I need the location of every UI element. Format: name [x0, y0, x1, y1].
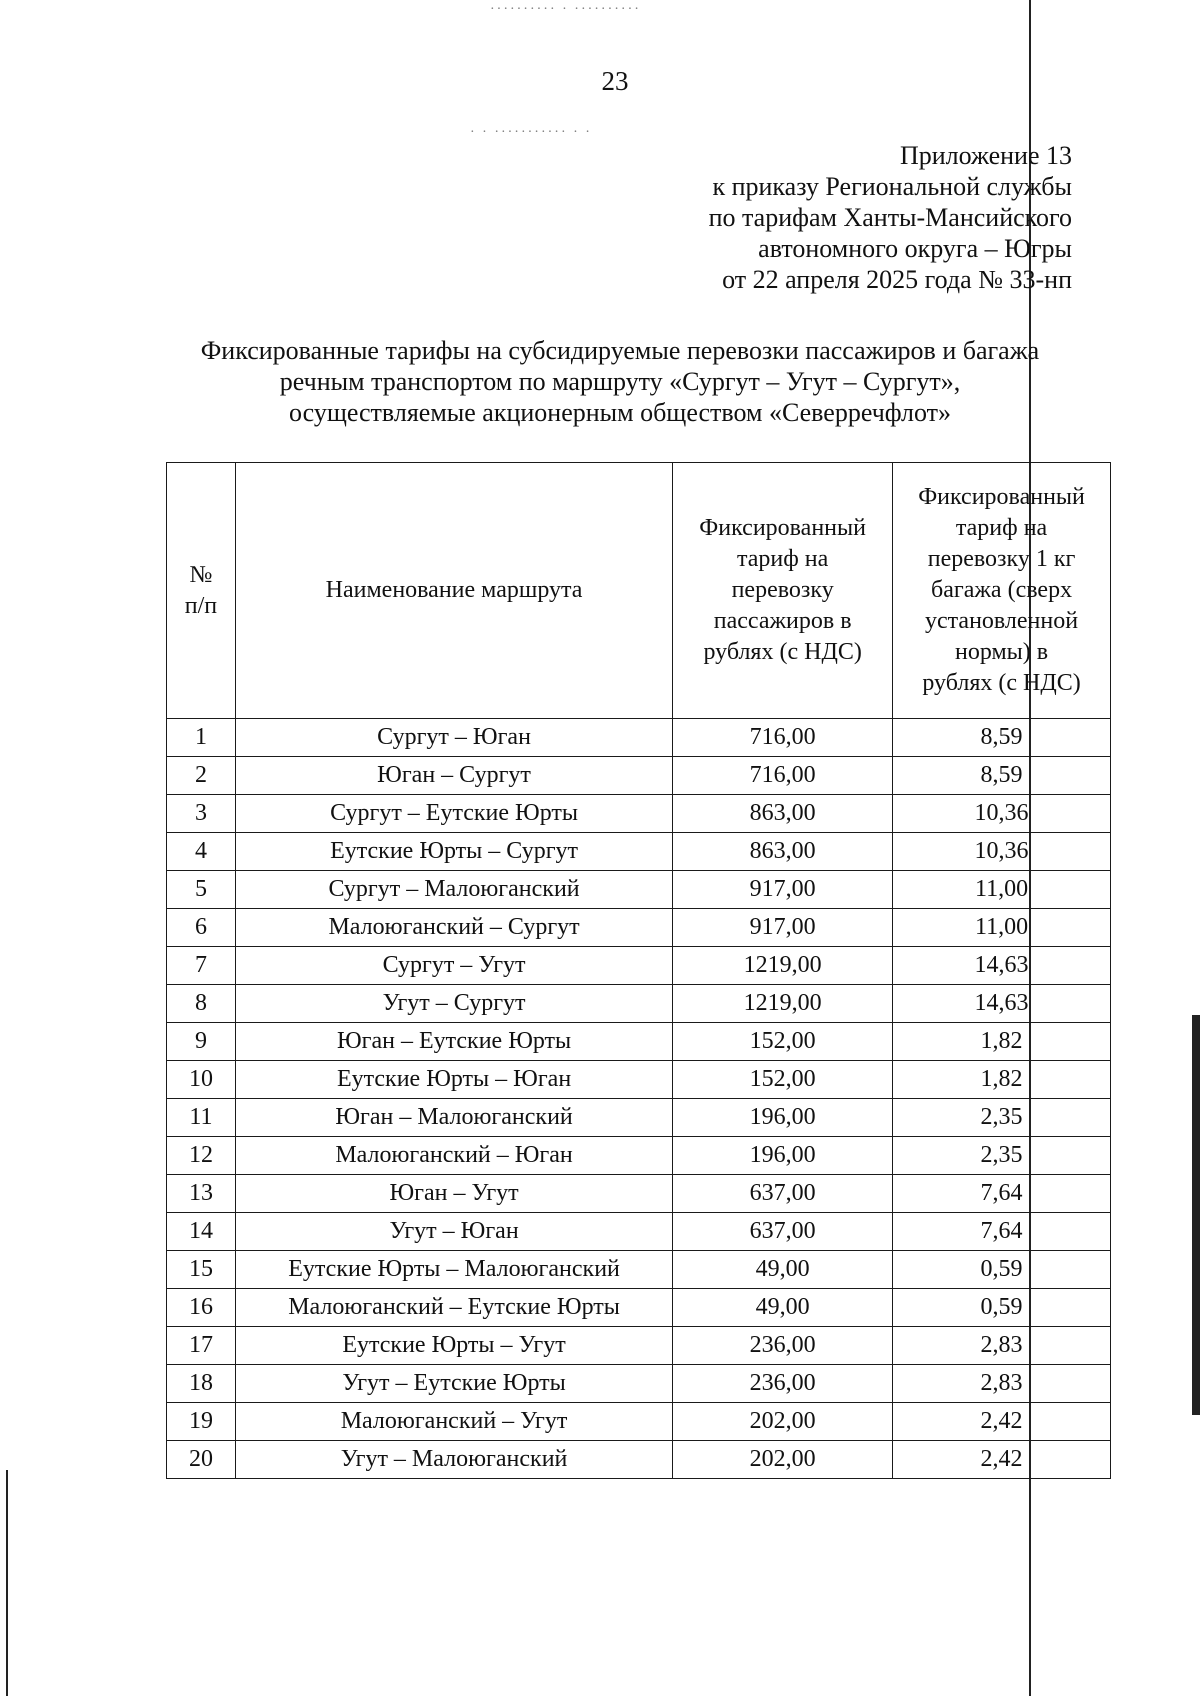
appendix-line: Приложение 13 — [899, 141, 1072, 170]
cell-number: 4 — [167, 833, 236, 871]
cell-number: 16 — [167, 1289, 236, 1327]
cell-number: 6 — [167, 909, 236, 947]
cell-number: 11 — [167, 1099, 236, 1137]
cell-route: Еутские Юрты – Сургут — [235, 833, 672, 871]
cell-passenger-tariff: 863,00 — [673, 795, 893, 833]
scan-artifact-margin-line — [6, 1470, 8, 1696]
cell-number: 3 — [167, 795, 236, 833]
cell-route: Малоюганский – Угут — [235, 1403, 672, 1441]
appendix-line: от 22 апреля 2025 года № 33-нп — [722, 265, 1072, 294]
table-row — [167, 795, 1111, 833]
cell-route: Угут – Юган — [235, 1213, 672, 1251]
cell-baggage-tariff: 2,35 — [893, 1099, 1111, 1137]
cell-number: 15 — [167, 1251, 236, 1289]
table-row — [167, 1137, 1111, 1175]
table-row — [167, 985, 1111, 1023]
cell-number: 12 — [167, 1137, 236, 1175]
cell-baggage-tariff: 1,82 — [893, 1061, 1111, 1099]
table-row — [167, 833, 1111, 871]
cell-passenger-tariff: 236,00 — [673, 1327, 893, 1365]
table-row — [167, 1403, 1111, 1441]
cell-number: 13 — [167, 1175, 236, 1213]
cell-route: Сургут – Малоюганский — [235, 871, 672, 909]
table-row — [167, 719, 1111, 757]
table-row — [167, 1289, 1111, 1327]
cell-baggage-tariff: 0,59 — [893, 1289, 1111, 1327]
appendix-block — [709, 140, 1072, 295]
cell-baggage-tariff: 8,59 — [893, 719, 1111, 757]
cell-route: Сургут – Еутские Юрты — [235, 795, 672, 833]
cell-baggage-tariff: 7,64 — [893, 1175, 1111, 1213]
header-passenger-tariff: Фиксированный тариф на перевозку пассажиров в рублях (с НДС) — [673, 463, 893, 719]
cell-passenger-tariff: 236,00 — [673, 1365, 893, 1403]
cell-route: Угут – Сургут — [235, 985, 672, 1023]
cell-baggage-tariff: 14,63 — [893, 985, 1111, 1023]
scan-artifact-bar — [1192, 1015, 1200, 1415]
cell-passenger-tariff: 202,00 — [673, 1403, 893, 1441]
table-row — [167, 1099, 1111, 1137]
cell-route: Еутские Юрты – Малоюганский — [235, 1251, 672, 1289]
cell-passenger-tariff: 49,00 — [673, 1251, 893, 1289]
cell-passenger-tariff: 716,00 — [673, 719, 893, 757]
cell-number: 9 — [167, 1023, 236, 1061]
cell-route: Сургут – Угут — [235, 947, 672, 985]
table-row — [167, 757, 1111, 795]
table-row — [167, 1365, 1111, 1403]
cell-baggage-tariff: 2,42 — [893, 1441, 1111, 1479]
table-row — [167, 1251, 1111, 1289]
cell-passenger-tariff: 196,00 — [673, 1099, 893, 1137]
cell-baggage-tariff: 2,35 — [893, 1137, 1111, 1175]
cell-passenger-tariff: 152,00 — [673, 1023, 893, 1061]
cell-route: Юган – Еутские Юрты — [235, 1023, 672, 1061]
cell-route: Юган – Угут — [235, 1175, 672, 1213]
title-line: осуществляемые акционерным обществом «Северречфлот» — [288, 398, 952, 427]
table-row — [167, 1213, 1111, 1251]
cell-number: 14 — [167, 1213, 236, 1251]
cell-number: 5 — [167, 871, 236, 909]
table-row — [167, 909, 1111, 947]
cell-passenger-tariff: 202,00 — [673, 1441, 893, 1479]
cell-baggage-tariff: 8,59 — [893, 757, 1111, 795]
cell-passenger-tariff: 196,00 — [673, 1137, 893, 1175]
cell-passenger-tariff: 637,00 — [673, 1213, 893, 1251]
table-row — [167, 947, 1111, 985]
table-row — [167, 871, 1111, 909]
cell-number: 7 — [167, 947, 236, 985]
cell-baggage-tariff: 2,83 — [893, 1365, 1111, 1403]
cell-passenger-tariff: 49,00 — [673, 1289, 893, 1327]
cell-baggage-tariff: 11,00 — [893, 909, 1111, 947]
cell-baggage-tariff: 0,59 — [893, 1251, 1111, 1289]
cell-baggage-tariff: 1,82 — [893, 1023, 1111, 1061]
cell-number: 17 — [167, 1327, 236, 1365]
scan-smudge-mid: · · ··········· · · — [470, 125, 592, 140]
appendix-line: по тарифам Ханты-Мансийского — [708, 203, 1072, 232]
cell-number: 8 — [167, 985, 236, 1023]
cell-baggage-tariff: 11,00 — [893, 871, 1111, 909]
cell-route: Угут – Малоюганский — [235, 1441, 672, 1479]
cell-number: 1 — [167, 719, 236, 757]
cell-passenger-tariff: 716,00 — [673, 757, 893, 795]
cell-route: Малоюганский – Еутские Юрты — [235, 1289, 672, 1327]
cell-passenger-tariff: 1219,00 — [673, 947, 893, 985]
header-route: Наименование маршрута — [235, 463, 672, 719]
appendix-line: к приказу Региональной службы — [712, 172, 1072, 201]
cell-route: Угут – Еутские Юрты — [235, 1365, 672, 1403]
cell-baggage-tariff: 2,83 — [893, 1327, 1111, 1365]
header-number: № п/п — [167, 463, 236, 719]
table-header-row — [167, 463, 1111, 719]
header-baggage-tariff: Фиксированный тариф на перевозку 1 кг багажа (сверх установленной нормы) в рублях (с НДС) — [893, 463, 1111, 719]
cell-route: Еутские Юрты – Юган — [235, 1061, 672, 1099]
cell-number: 18 — [167, 1365, 236, 1403]
scan-smudge-top: ·········· · ·········· — [490, 2, 641, 17]
cell-baggage-tariff: 2,42 — [893, 1403, 1111, 1441]
cell-route: Юган – Малоюганский — [235, 1099, 672, 1137]
cell-passenger-tariff: 917,00 — [673, 871, 893, 909]
cell-route: Малоюганский – Сургут — [235, 909, 672, 947]
cell-route: Сургут – Юган — [235, 719, 672, 757]
cell-route: Еутские Юрты – Угут — [235, 1327, 672, 1365]
document-title — [140, 335, 1100, 428]
title-line: Фиксированные тарифы на субсидируемые перевозки пассажиров и багажа — [200, 336, 1040, 365]
appendix-line: автономного округа – Югры — [758, 234, 1072, 263]
cell-number: 19 — [167, 1403, 236, 1441]
cell-baggage-tariff: 10,36 — [893, 795, 1111, 833]
cell-number: 2 — [167, 757, 236, 795]
cell-baggage-tariff: 7,64 — [893, 1213, 1111, 1251]
cell-passenger-tariff: 863,00 — [673, 833, 893, 871]
table-row — [167, 1327, 1111, 1365]
cell-passenger-tariff: 1219,00 — [673, 985, 893, 1023]
cell-baggage-tariff: 14,63 — [893, 947, 1111, 985]
cell-passenger-tariff: 637,00 — [673, 1175, 893, 1213]
cell-number: 20 — [167, 1441, 236, 1479]
table-row — [167, 1175, 1111, 1213]
page-number: 23 — [601, 66, 629, 96]
table-row — [167, 1441, 1111, 1479]
cell-passenger-tariff: 152,00 — [673, 1061, 893, 1099]
tariff-table — [166, 462, 1111, 1479]
cell-route: Юган – Сургут — [235, 757, 672, 795]
cell-passenger-tariff: 917,00 — [673, 909, 893, 947]
title-line: речным транспортом по маршруту «Сургут – Угут – Сургут», — [279, 367, 961, 396]
cell-route: Малоюганский – Юган — [235, 1137, 672, 1175]
cell-baggage-tariff: 10,36 — [893, 833, 1111, 871]
table-row — [167, 1061, 1111, 1099]
cell-number: 10 — [167, 1061, 236, 1099]
table-row — [167, 1023, 1111, 1061]
